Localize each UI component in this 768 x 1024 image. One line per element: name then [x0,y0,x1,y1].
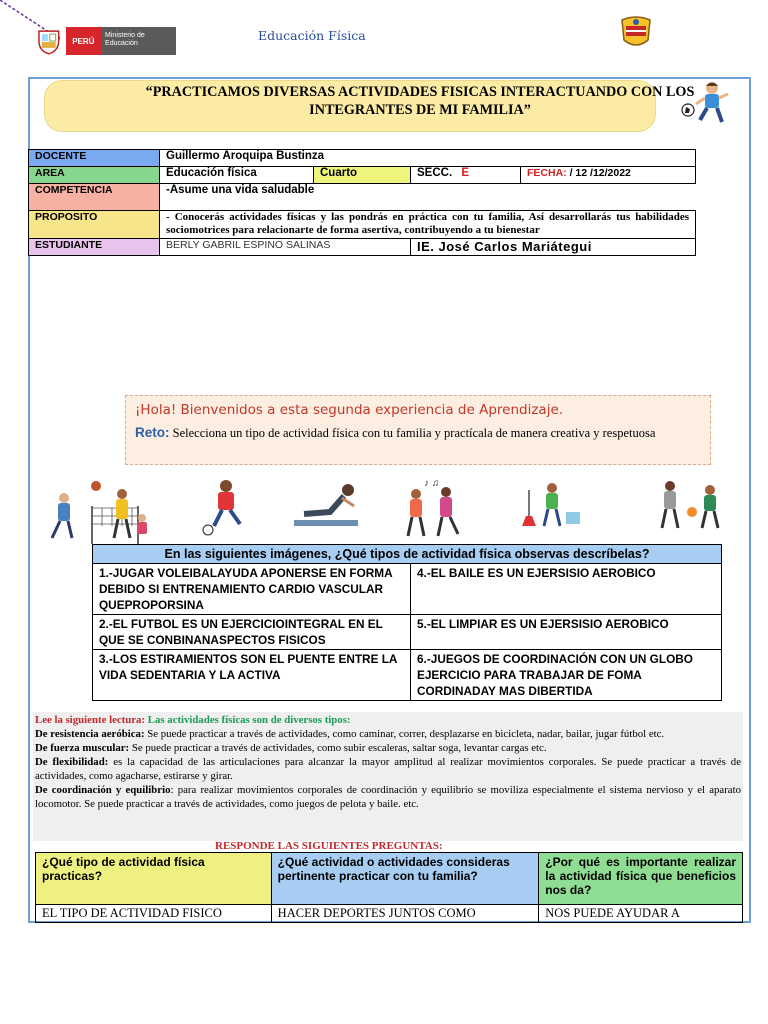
stretching-illustration [290,476,362,532]
proposito-label: PROPOSITO [29,211,160,239]
challenge-text [135,424,701,442]
peru-tag: PERÚ [66,27,101,55]
secc-label: SECC. [417,167,453,179]
questions-table [35,852,743,923]
activity-cell: 6.-JUEGOS DE COORDINACIÓN CON UN GLOBO EJERCICIO PARA TRABAJAR DE FOMA CORDINADAY MAS DIBERTIDA [411,650,722,701]
area-label: AREA [29,167,160,184]
ministry-logo [36,26,176,56]
reading-paragraph: Se puede practicar a través de actividades, como caminar, correr, desplazarse en bicicleta, nadar, bailar, jugar fútbol etc. [144,728,665,740]
activity-cell: 1.-JUGAR VOLEIBALAYUDA APONERSE EN FORMA DEBIDO SI ENTRENAMIENTO CARDIO VASCULAR QUEPROPORSINA [93,564,411,615]
info-table [28,149,696,256]
estudiante-value: BERLY GABRIL ESPINO SALINAS [160,239,411,256]
school-name: IE. José Carlos Mariátegui [411,239,696,256]
questions-heading: RESPONDE LAS SIGUIENTES PREGUNTAS: [215,840,443,852]
reading-label: De resistencia aeróbica: [35,728,145,740]
secc-value: E [461,167,470,179]
proposito-value: - Conocerás actividades físicas y las pondrás en práctica con tu familia, Así desarrollarás tus habilidades sociomotrices para relacionarte de forma asertiva, contribuyendo a tu bienestar [160,211,696,239]
activity-cell: 4.-EL BAILE ES UN EJERSISIO AEROBICO [411,564,722,615]
area-value: Educación física [160,167,314,184]
school-emblem-icon [616,14,656,50]
docente-value: Guillermo Aroquipa Bustinza [160,150,696,167]
balloon-game-illustration [654,476,726,532]
reading-paragraph: Se puede practicar a través de actividades, como subir escaleras, saltar soga, levantar cargas etc. [129,742,547,754]
answer-1[interactable]: EL TIPO DE ACTIVIDAD FISICO [36,905,272,923]
ministry-tag: Ministerio de Educación [101,27,176,55]
answer-3[interactable]: NOS PUEDE AYUDAR A [539,905,743,923]
reading-paragraph: : para realizar movimientos corporales de coordinación y equilibrio se moviliza especialmente el sistema nervioso y el aparato locomotor. Se puede practicar a través de actividades, como juegos de pelota y baile. etc. [35,784,741,810]
grade-value: Cuarto [314,167,411,184]
question-3: ¿Por qué es importante realizar la actividad física que beneficios nos da? [539,853,743,905]
competencia-value: -Asume una vida saludable [160,184,696,211]
competencia-label: COMPETENCIA [29,184,160,211]
subject-header: Educación Física [258,28,366,43]
activity-cell: 3.-LOS ESTIRAMIENTOS SON EL PUENTE ENTRE LA VIDA SEDENTARIA Y LA ACTIVA [93,650,411,701]
peru-shield-icon [36,27,62,55]
fecha-value: / 12 /12/2022 [569,167,631,179]
soccer-kid-illustration [678,80,734,130]
reading-label: De coordinación y equilibrio [35,784,171,796]
challenge-label: Reto: [135,425,170,440]
volleyball-family-illustration [46,476,156,546]
dancing-illustration [398,476,470,540]
welcome-title: ¡Hola! Bienvenidos a esta segunda experiencia de Aprendizaje. [135,402,564,418]
challenge-body: Selecciona un tipo de actividad física con tu familia y practícala de manera creativa y respetuosa [169,426,656,440]
activities-question: En las siguientes imágenes, ¿Qué tipos de actividad física observas descríbelas? [93,545,722,564]
reading-label: De flexibilidad: [35,756,109,768]
question-1: ¿Qué tipo de actividad física practicas? [36,853,272,905]
reading-lead-2: Las actividades físicas son de diversos tipos: [145,714,351,726]
soccer-illustration [196,476,252,538]
cleaning-illustration [512,476,590,532]
reading-label: De fuerza muscular: [35,742,130,754]
question-2: ¿Qué actividad o actividades consideras pertinente practicar con tu familia? [271,853,539,905]
activity-cell: 5.-EL LIMPIAR ES UN EJERSISIO AEROBICO [411,615,722,650]
fecha-label: FECHA: [527,167,567,179]
activities-table [92,544,722,701]
reading-paragraph: es la capacidad de las articulaciones para alcanzar la mayor amplitud al realizar movimientos corporales. Se puede practicar a través de actividades, como agacharse, estirarse y girar. [35,756,741,782]
estudiante-label: ESTUDIANTE [29,239,160,256]
activity-cell: 2.-EL FUTBOL ES UN EJERCICIOINTEGRAL EN EL QUE SE CONBINANASPECTOS FISICOS [93,615,411,650]
docente-label: DOCENTE [29,150,160,167]
answer-2[interactable]: HACER DEPORTES JUNTOS COMO [271,905,539,923]
reading-section [35,713,741,811]
page-title: “PRACTICAMOS DIVERSAS ACTIVIDADES FISICAS INTERACTUANDO CON LOS INTEGRANTES DE MI FAMILIA” [145,84,695,118]
svg-text:♪ ♫: ♪ ♫ [424,478,440,489]
reading-lead: Lee la siguiente lectura: [35,714,146,726]
